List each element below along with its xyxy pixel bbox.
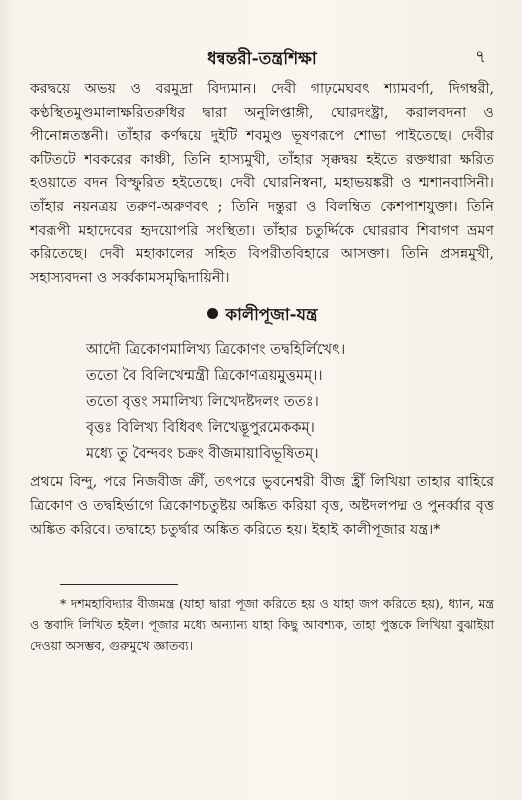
verse-line: ততো বৈ বিলিখেন্মন্ত্রী ত্রিকোণত্রয়মুত্তমম্।।: [86, 367, 323, 385]
footnote: * দশমহাবিদ্যার বীজমন্ত্র (যাহা দ্বারা পূজা করিতে হয় ও যাহা জপ করিতে হয়), ধ্যান, মন্ত্র ও স্তবাদি লিখিত হইল। পূজার মধ্যে অন্যান্য যাহা কিছু আবশ্যক, তাহা পুস্তকে লিখিয়া বুঝাইয়া দেওয়া অসম্ভব, গুরুমুখে জ্ঞাতব্য।: [30, 596, 494, 654]
verse-block: [86, 337, 494, 467]
page-header: [30, 42, 494, 72]
body-paragraph-1: করদ্বয়ে অভয় ও বরমুদ্রা বিদ্যমান। দেবী গাঢ়মেঘবৎ শ্যামবর্ণা, দিগম্বরী, কণ্ঠস্থিতমুণ্ডমালাক্ষরিতরুধির দ্বারা অনুলিপ্তাঙ্গী, ঘোরদংষ্ট্রা, করালবদনা ও পীনোন্নতস্তনী। তাঁহার কর্ণদ্বয়ে দুইটি শবমুণ্ড ভূষণরূপে শোভা পাইতেছে। দেবীর কটিতটে শবকরের কাঞ্চী, তিনি হাস্যমুখী, তাঁহার সৃক্কদ্বয় হইতে রক্তধারা ক্ষরিত হওয়াতে বদন বিস্ফুরিত হইতেছে। দেবী ঘোরনিস্বনা, মহাভয়ঙ্করী ও শ্মশানবাসিনী। তাঁহার নয়নত্রয় তরুণ-অরুণবৎ ; তিনি দন্তুরা ও বিলম্বিত কেশপাশযুক্তা। তিনি শবরূপী মহাদেবের হৃদয়োপরি সংস্থিতা। তাঁহার চতুর্দ্দিকে ঘোররাব শিবাগণ ভ্রমণ করিতেছে। দেবী মহাকালের সহিত বিপরীতবিহারে আসক্তা। তিনি প্রসন্নমুখী, সহাস্যবদনা ও সর্ব্বকামসমৃদ্ধিদায়িনী।: [30, 81, 494, 286]
bullet-icon: [207, 308, 218, 319]
running-title: ধন্বন্তরী-তন্ত্রশিক্ষা: [207, 49, 317, 69]
page-number: ৭: [474, 47, 486, 67]
verse-line: ততো বৃত্তং সমালিখ্য লিখেদষ্টদলং ততঃ।: [86, 393, 319, 411]
footnote-divider: [60, 584, 178, 585]
section-heading-text: কালীপূজা-যন্ত্র: [225, 305, 318, 325]
verse-line: মধ্যে তু বৈন্দবং চক্রং বীজমায়াবিভূষিতম্।: [86, 445, 319, 463]
section-heading: [30, 302, 494, 329]
body-paragraph-2: প্রথমে বিন্দু, পরে নিজবীজ ক্রীঁ, তৎপরে ভুবনেশ্বরী বীজ হ্রীঁ লিখিয়া তাহার বাহিরে ত্রিকোণ ও তদ্বহির্ভাগে ত্রিকোণচতুষ্টয় অঙ্কিত করিয়া বৃত্ত, অষ্টদলপদ্ম ও পুনর্ব্বার বৃত্ত অঙ্কিত করিবে। তদ্বাহ্যে চতুর্দ্বার অঙ্কিত করিতে হয়। ইহাই কালীপূজার যন্ত্র।*: [30, 474, 494, 538]
verse-line: আদৌ ত্রিকোণমালিখ্য ত্রিকোণং তদ্বহির্লিখেৎ।: [86, 341, 346, 359]
verse-line: বৃত্তঃ বিলিখ্য বিধিবৎ লিখেদ্ভূপুরমেককম্।: [86, 419, 315, 437]
